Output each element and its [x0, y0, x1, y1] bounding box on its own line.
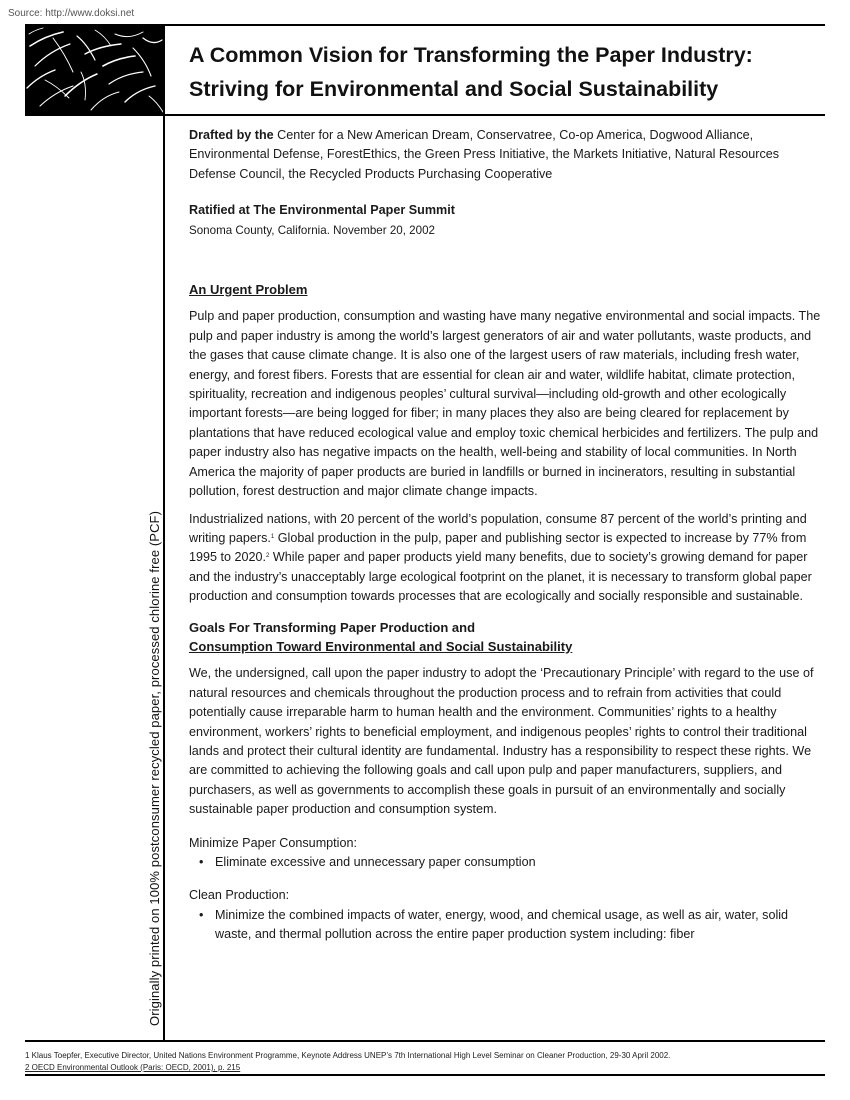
section-heading-line-1: Goals For Transforming Paper Production and	[189, 619, 476, 635]
section-heading-line-2-wrap	[189, 637, 825, 656]
title-rule	[25, 114, 825, 116]
footnote-ref-2: 2	[266, 553, 270, 560]
side-print-note: Originally printed on 100% postconsumer recycled paper, processed chlorine free (PCF)	[147, 510, 162, 1026]
title-line-1: A Common Vision for Transforming the Paper Industry:	[189, 43, 753, 67]
footnote-2: 2 OECD Environmental Outlook (Paris: OECD, 2001), p. 215	[25, 1063, 241, 1072]
paragraph-goals: We, the undersigned, call upon the paper industry to adopt the ‘Precautionary Principle’ with regard to the use of natural resources and chemicals throughout the production process and to refrain from activities that could potentially cause irreparable harm to human health and the environment. Communities’ rights to a healthy environment, workers’ rights to beneficial employment, and indigenous peoples’ rights to control their traditional lands and protect their cultural identity are fundamental. Industry has a responsibility to respect these rights. We are committed to achieving the following goals and call upon pulp and paper manufacturers, suppliers, and purchasers, as well as governments to accomplish these goals in pursuit of an environmentally and socially sustainable paper production and consumption system.	[189, 666, 814, 817]
section-heading-line-2: Consumption Toward Environmental and Social Sustainability	[189, 638, 573, 654]
footnote-ref-1: 1	[270, 533, 275, 540]
goal-label-clean-production: Clean Production:	[189, 888, 290, 903]
bottom-rule	[25, 1074, 825, 1076]
logo-grass-image	[25, 26, 164, 114]
goal-label-minimize: Minimize Paper Consumption:	[189, 835, 357, 850]
drafted-by	[189, 126, 825, 184]
section-heading-goals	[189, 618, 825, 657]
title-line-2: Striving for Environmental and Social Sustainability	[189, 77, 719, 101]
goal-list-clean-production	[189, 906, 825, 945]
document-title	[189, 38, 829, 106]
section-heading-text: An Urgent Problem	[189, 282, 308, 298]
drafted-label: Drafted by the	[189, 128, 274, 142]
section-heading-urgent-problem	[189, 280, 825, 299]
paragraph-text: Global production in the pulp, paper and publishing sector is expected to increase by 77% from 1995 to 2020.	[189, 530, 807, 565]
paragraph-text: Industrialized nations, with 20 percent of the world’s population, consume 87 percent of the world’s printing and writing papers.	[189, 511, 807, 545]
paragraph-urgent-problem-2	[189, 510, 825, 607]
paragraph-urgent-problem-1: Pulp and paper production, consumption and wasting have many negative environmental and social impacts. The pulp and paper industry is among the world’s largest generators of air and water pollutants, waste products, and the gases that cause climate change. It is also one of the largest users of raw materials, including fresh water, energy, and forest fibers. Forests that are essential for clean air and water, wildlife habitat, climate protection, spirituality, recreation and indigenous peoples’ cultural survival—including old-growth and other ecologically important forests—are being logged for fiber; in many places they also are being cleared for replacement by plantations that have reduced ecological value and employ toxic chemical herbicides and fertilizers. The pulp and paper industry also has negative impacts on the health, well-being and stability of local communities. In North America the majority of paper products are buried in landfills or burned in incinerators, resulting in substantial pollution, forest destruction and major climate change impacts.	[189, 309, 821, 499]
ratified-title: Ratified at The Environmental Paper Summit	[189, 203, 455, 218]
footnotes	[25, 1050, 825, 1074]
goal-list-minimize	[189, 853, 825, 872]
footnote-rule	[25, 1040, 825, 1042]
vertical-rule	[163, 26, 165, 1040]
paragraph-text: While paper and paper products yield many benefits, due to society’s growing demand for paper and the industry’s unacceptably large ecological footprint on the planet, it is necessary to transform global paper production and consumption towards processes that are ecologically and socially responsible and sustainable.	[189, 550, 812, 604]
main-content	[189, 126, 825, 945]
list-item: • Minimize the combined impacts of water, energy, wood, and chemical usage, as well as air, water, solid waste, and thermal pollution across the entire paper production system including: fiber	[189, 906, 825, 945]
list-item: • Eliminate excessive and unnecessary paper consumption	[189, 853, 825, 872]
drafted-text: Center for a New American Dream, Conservatree, Co-op America, Dogwood Alliance, Environmental Defense, ForestEthics, the Green Press Initiative, the Markets Initiative, Natural Resources Defense Council, the Recycled Products Purchasing Cooperative	[189, 128, 780, 181]
footnote-1: 1 Klaus Toepfer, Executive Director, United Nations Environment Programme, Keynote Address UNEP’s 7th International High Level Seminar on Cleaner Production, 29-30 April 2002.	[25, 1051, 671, 1060]
ratified-meta: Sonoma County, California. November 20, 2002	[189, 223, 435, 237]
source-url: Source: http://www.doksi.net	[8, 8, 135, 19]
